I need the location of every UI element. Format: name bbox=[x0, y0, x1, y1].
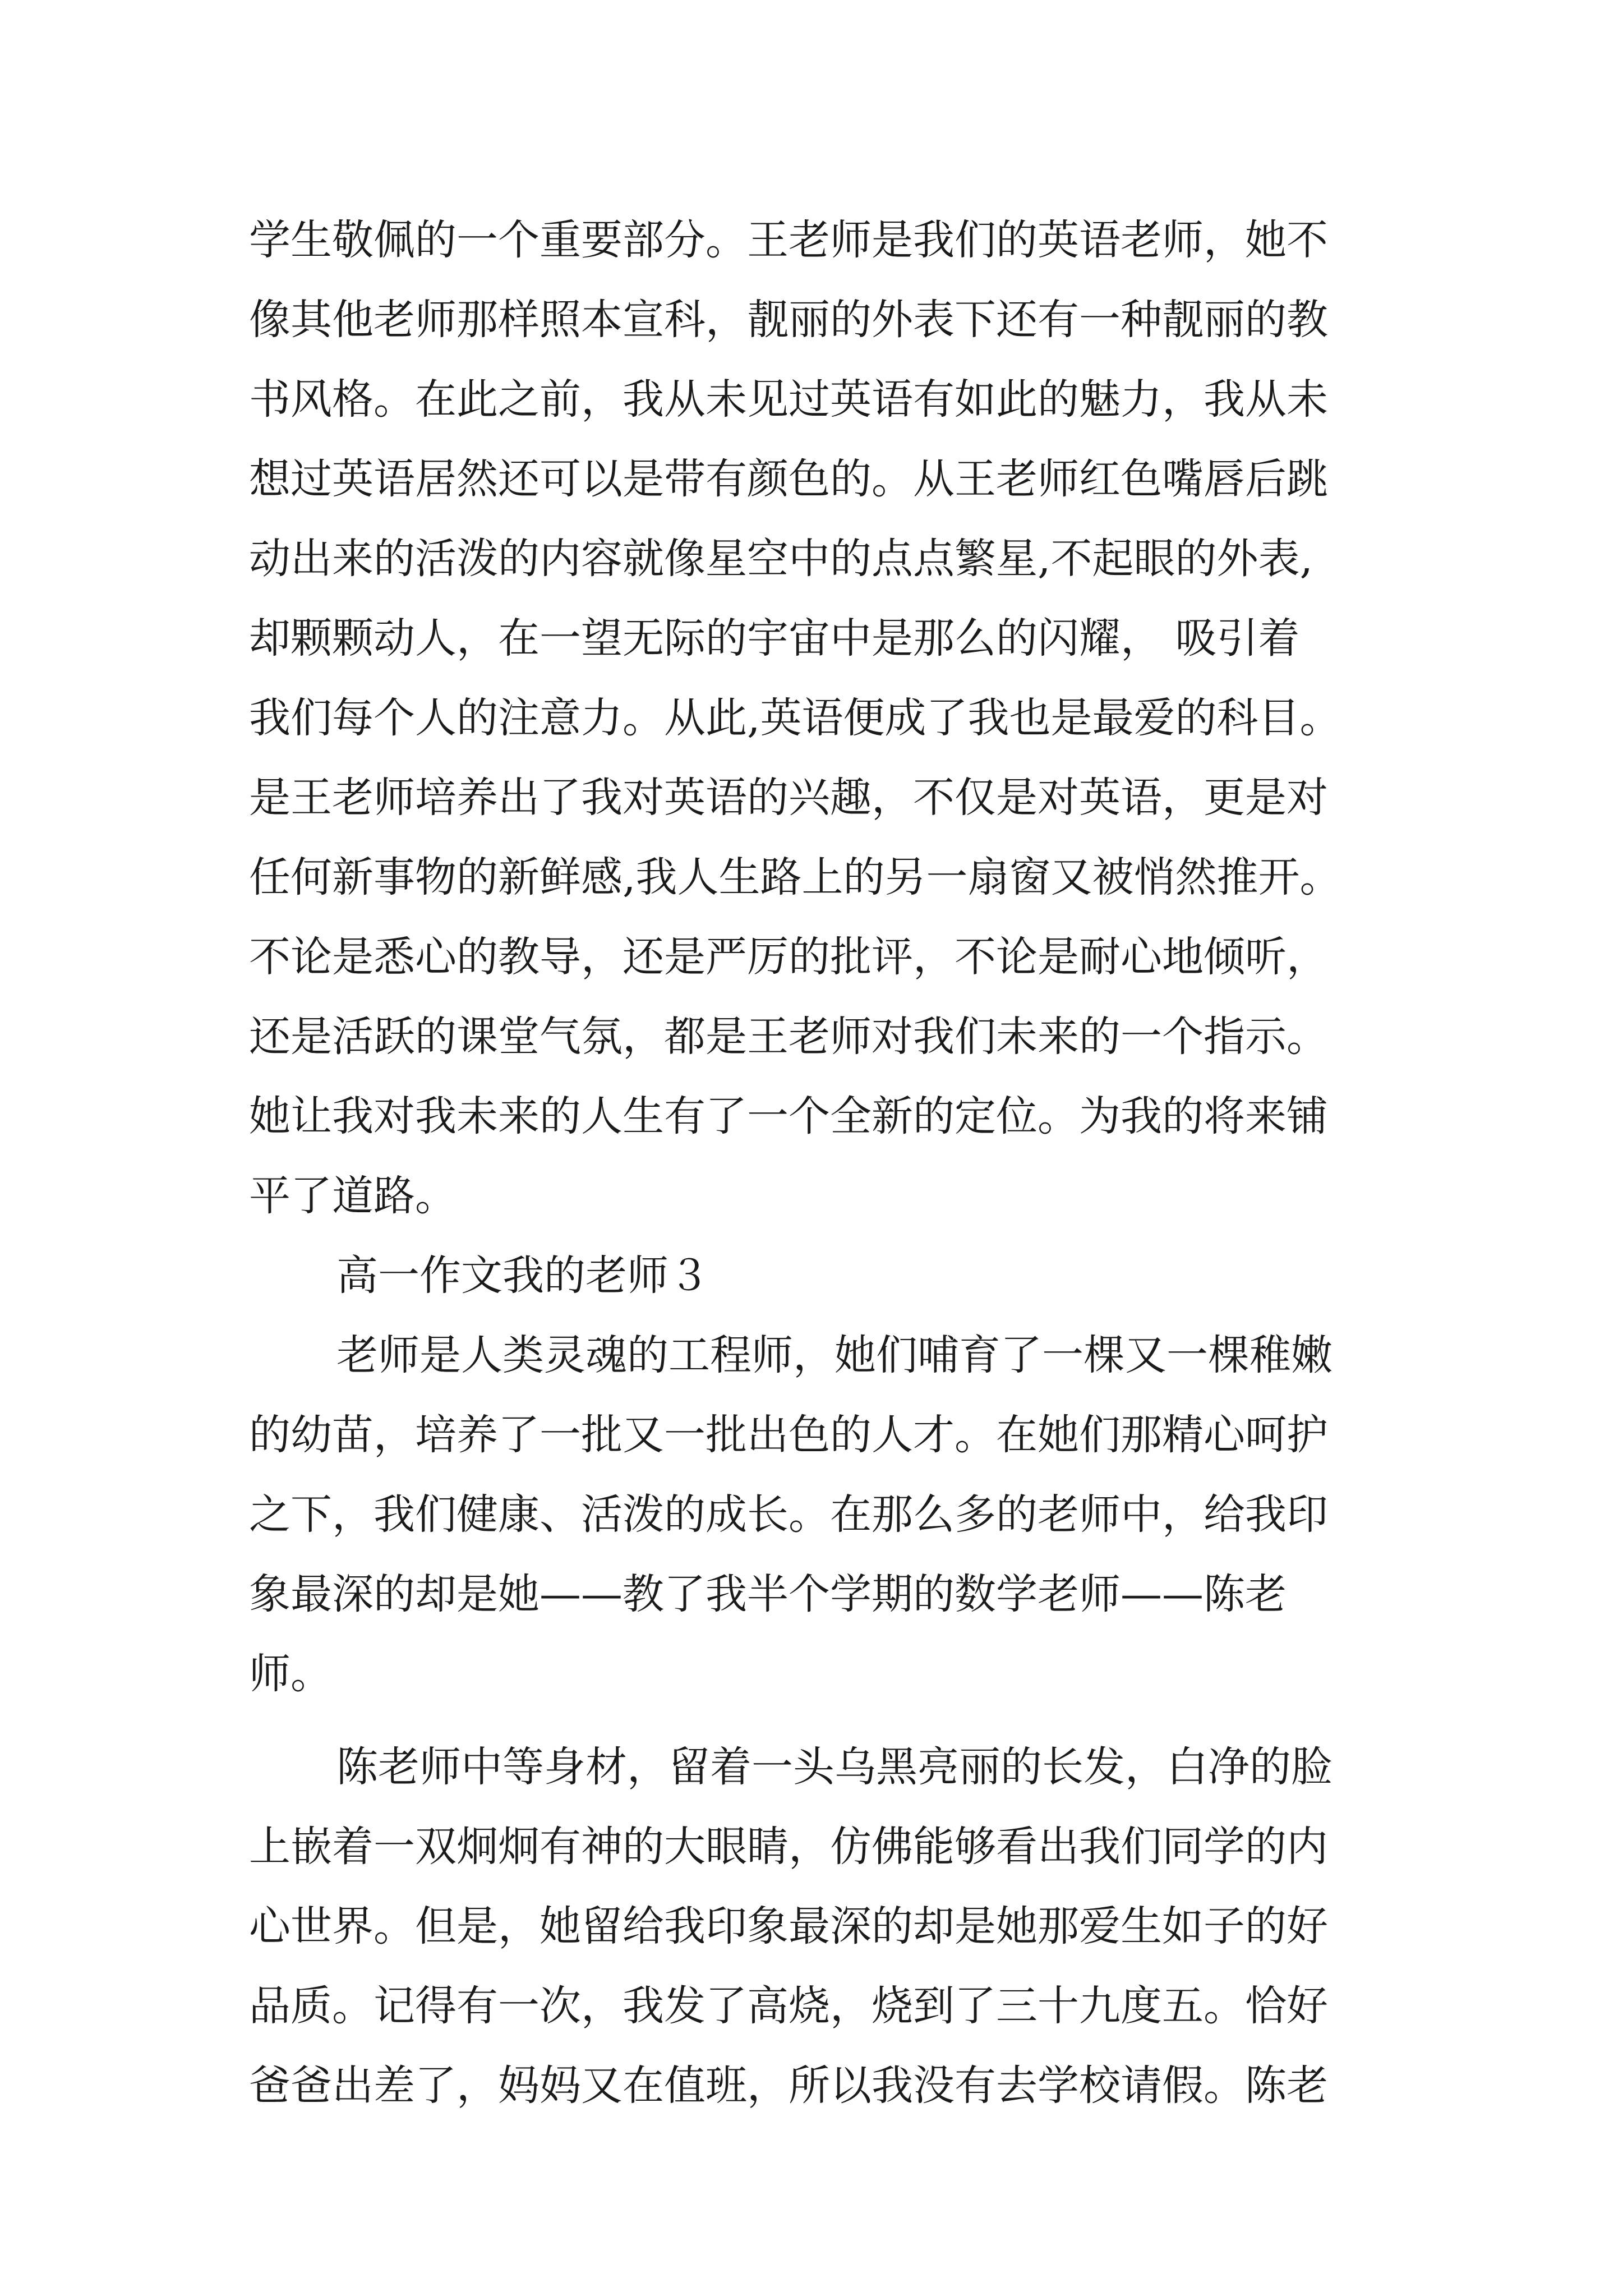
text-line: 不论是悉心的教导，还是严厉的批评，不论是耐心地倾听， bbox=[249, 933, 1328, 981]
text-line: 书风格。在此之前，我从未见过英语有如此的魅力，我从未 bbox=[249, 375, 1328, 424]
text-line: 学生敬佩的一个重要部分。王老师是我们的英语老师，她不 bbox=[249, 216, 1328, 264]
text-line: 的幼苗，培养了一批又一批出色的人才。在她们那精心呵护 bbox=[249, 1411, 1328, 1459]
text-line: 象最深的却是她——教了我半个学期的数学老师——陈老 bbox=[249, 1570, 1287, 1618]
text-line: 之下，我们健康、活泼的成长。在那么多的老师中，给我印 bbox=[249, 1490, 1328, 1539]
text-line: 我们每个人的注意力。从此,英语便成了我也是最爱的科目。 bbox=[249, 694, 1341, 742]
text-line: 任何新事物的新鲜感,我人生路上的另一扇窗又被悄然推开。 bbox=[249, 853, 1341, 901]
text-line: 平了道路。 bbox=[249, 1172, 457, 1220]
text-line: 师。 bbox=[249, 1650, 332, 1698]
text-line: 心世界。但是，她留给我印象最深的却是她那爱生如子的好 bbox=[249, 1902, 1328, 1950]
text-line: 上嵌着一双炯炯有神的大眼睛，仿佛能够看出我们同学的内 bbox=[249, 1823, 1328, 1871]
text-line: 动出来的活泼的内容就像星空中的点点繁星,不起眼的外表, bbox=[249, 535, 1313, 583]
text-line: 品质。记得有一次，我发了高烧，烧到了三十九度五。恰好 bbox=[249, 1982, 1328, 2030]
text-line: 陈老师中等身材，留着一头乌黑亮丽的长发，白净的脸 bbox=[336, 1743, 1332, 1791]
text-line: 老师是人类灵魂的工程师，她们哺育了一棵又一棵稚嫩 bbox=[336, 1331, 1332, 1379]
text-line: 是王老师培养出了我对英语的兴趣，不仅是对英语，更是对 bbox=[249, 774, 1328, 822]
text-line: 想过英语居然还可以是带有颜色的。从王老师红色嘴唇后跳 bbox=[249, 455, 1328, 503]
text-line: 她让我对我未来的人生有了一个全新的定位。为我的将来铺 bbox=[249, 1092, 1328, 1140]
text-line: 像其他老师那样照本宣科，靓丽的外表下还有一种靓丽的教 bbox=[249, 296, 1328, 344]
section-heading: 高一作文我的老师３ bbox=[336, 1251, 710, 1300]
text-line: 还是活跃的课堂气氛，都是王老师对我们未来的一个指示。 bbox=[249, 1013, 1328, 1061]
text-line: 爸爸出差了，妈妈又在值班，所以我没有去学校请假。陈老 bbox=[249, 2062, 1328, 2110]
text-line: 却颗颗动人，在一望无际的宇宙中是那么的闪耀， 吸引着 bbox=[249, 614, 1300, 662]
